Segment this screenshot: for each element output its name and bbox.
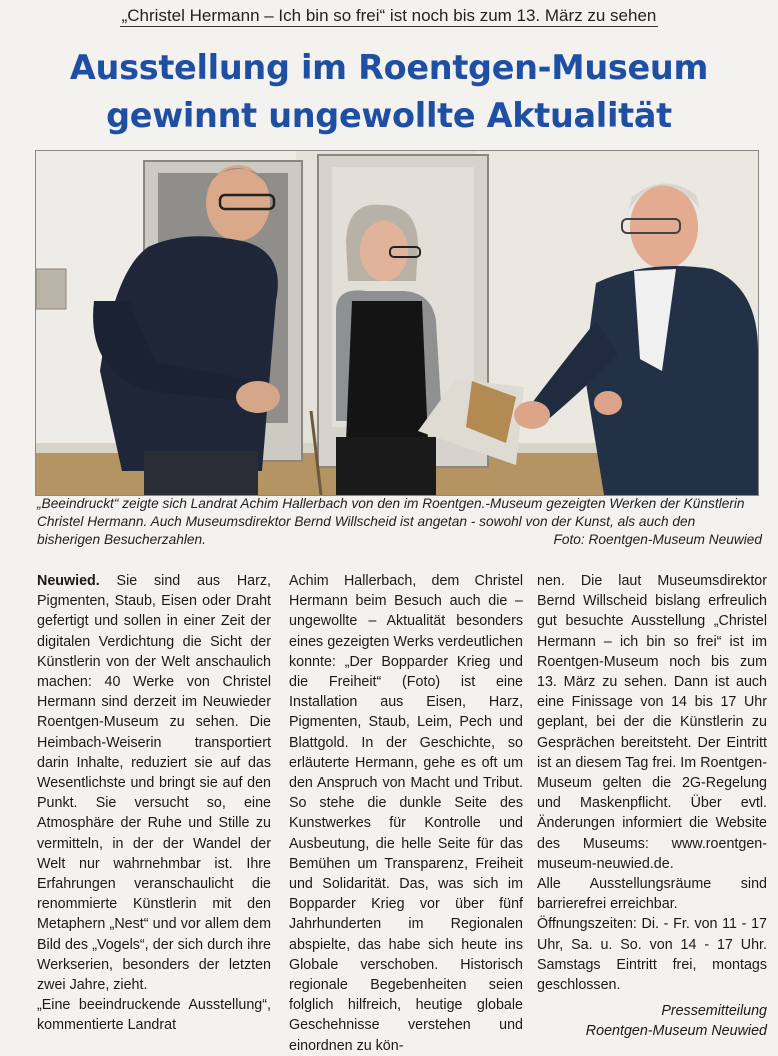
dateline: Neuwied. xyxy=(37,573,100,589)
paragraph-2-continued: Achim Hallerbach, dem Christel Hermann beim Besuch auch die – ungewollte – Aktualität besonders eines gezeigten Werks verdeutlichen konnte: „Der Bopparder Krieg und die Freiheit“ (Foto) ist eine Installation aus Eisen, Harz, Pigmenten, Staub, Leim, Pech und Blattgold. In der Geschichte, so erläuterte Hermann, gehe es oft um den Anspruch von Macht und Tribut. So stehe die dunkle Seite des Kunstwerkes für Kontrolle und Ausbeutung, die helle Seite für das Bemühen um Transparenz, Freiheit und Solidarität. Das, was sich im Bopparder Krieg vor über fünf Jahrhunderten im Regionalen abspielte, das habe sich heute ins Globale verschoben. Historisch regionale Begebenheiten seien folglich hilfreich, heutige globale Geschehnisse verstehen und einordnen zu kön- xyxy=(289,573,523,1054)
paragraph-3: nen. Die laut Museumsdirektor Bernd Willscheid bislang erfreulich gut besuchte Ausstellung „Christel Hermann – ich bin so frei“ ist im Roentgen-Museum noch bis zum 13. März zu sehen. Dann ist auch eine Finissage von 14 bis 17 Uhr geplant, bei der die Künstlerin zu Gesprächen bereitsteht. Der Eintritt ist an diesem Tag frei. Im Roentgen-Museum gelten die 2G-Regelung und Maskenpflicht. Über evtl. Änderungen informiert die Website des Museums: www.roentgen-museum-neuwied.de. xyxy=(537,573,767,872)
headline-line-2: gewinnt ungewollte Aktualität xyxy=(106,96,672,135)
article-column-2 xyxy=(289,571,523,1056)
photo-credit: Foto: Roentgen-Museum Neuwied xyxy=(553,532,762,547)
paragraph-1-text: Sie sind aus Harz, Pigmenten, Staub, Eisen oder Draht gefertigt und sollen in einer Zeit der digitalen Verdichtung die Sicht der Künstlerin von der Welt anschaulich machen: 40 Werke von Christel Hermann sind derzeit im Neuwieder Roentgen-Museum zu sehen. Die Heimbach-Weiserin transportiert darin Inhalte, reduziert sie auf das Wesentlichste und bringt sie auf den Punkt. Sie versucht so, eine Atmosphäre der Ruhe und Stille zu vermitteln, in der der Wandel der Welt nur wahrnehmbar ist. Ihre Erfahrungen veranschaulicht die renommierte Künstlerin mit den Metaphern „Nest“ und vor allem dem Bild des „Vogels“, der sich durch ihre Werkserien, besonders der letzten zwei Jahre, zieht. xyxy=(37,573,271,994)
caption-text: „Beeindruckt“ zeigte sich Landrat Achim Hallerbach von den im Roentgen.-Museum gezeigten Werken der Künstlerin Christel Hermann. Auch Museumsdirektor Bernd Willscheid ist angetan - sowohl von der Kunst, als auch den bisherigen Besucherzahlen. xyxy=(37,496,745,547)
article-column-3 xyxy=(537,571,767,1042)
paragraph-accessibility: Alle Ausstellungsräume sind barrierefrei erreichbar. xyxy=(537,876,767,913)
article-headline xyxy=(10,44,768,140)
article-column-1 xyxy=(37,571,271,1036)
article-photo xyxy=(35,150,759,496)
kicker-text: „Christel Hermann – Ich bin so frei“ ist noch bis zum 13. März zu sehen xyxy=(121,6,657,25)
paragraph-1 xyxy=(37,571,271,995)
article-kicker xyxy=(0,6,778,26)
photo-caption xyxy=(37,495,762,549)
signature-line-2: Roentgen-Museum Neuwied xyxy=(585,1023,767,1040)
paragraph-2: „Eine beeindruckende Ausstellung“, kommentierte Landrat xyxy=(37,997,271,1034)
signature xyxy=(537,1001,767,1041)
headline-line-1: Ausstellung im Roentgen-Museum xyxy=(69,48,709,87)
signature-line-1: Pressemitteilung xyxy=(661,1003,767,1020)
paragraph-opening-hours: Öffnungszeiten: Di. - Fr. von 11 - 17 Uhr, Sa. u. So. von 14 - 17 Uhr. Samstags Eintritt frei, montags geschlossen. xyxy=(537,916,767,994)
